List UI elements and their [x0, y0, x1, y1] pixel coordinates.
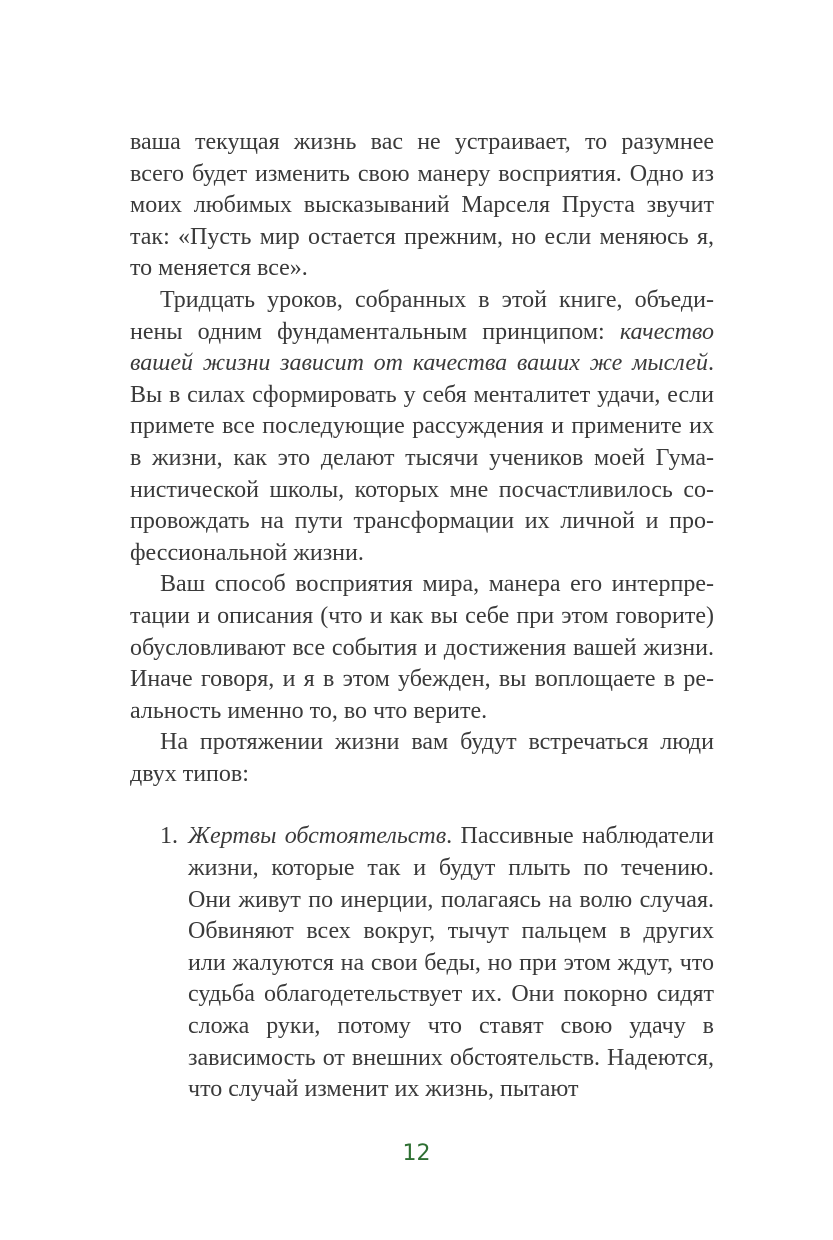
paragraph-2-start: Тридцать уроков, собранных в этой книге, объединены одним фундаментальным принципом:	[130, 286, 714, 345]
main-text	[130, 127, 714, 1106]
list-item-term: Жертвы обстоятельств	[188, 823, 447, 850]
list-item	[130, 821, 714, 1105]
paragraph-1: ваша текущая жизнь вас не устраивает, то разумнее всего будет изменить свою манеру восприятия. Одно из моих любимых высказываний Марселя Пруста звучит так: «Пусть мир остается прежним, но если меняюсь я, то меняется все».	[130, 129, 714, 282]
paragraph-2-end: . Вы в силах сформировать у себя менталитет удачи, если примете все последующие рассуждения и примените их в жизни, как это делают тысячи учеников моей Гуманистической школы, которых мне посчастливилось сопровождать на пути трансформации их личной и профессиональной жизни.	[130, 350, 714, 566]
paragraph-2-emphasis: качество вашей жизни зависит от качества ваших же мыслей	[130, 318, 714, 377]
paragraph-3: Ваш способ восприятия мира, манера его интерпретации и описания (что и как вы себе при этом говорите) обусловливают все события и достижения вашей жизни. Иначе говоря, и я в этом убежден, вы воплощаете в реальность именно то, во что верите.	[130, 571, 714, 724]
page-number: 12	[402, 1141, 431, 1166]
types-list	[130, 821, 714, 1105]
list-item-text: . Пассивные наблюдатели жизни, которые так и будут плыть по течению. Они живут по инерции, полагаясь на волю случая. Обвиняют всех вокруг, тычут пальцем в других или жалуются на свои беды, но при этом ждут, что судьба облагодетельствует их. Они покорно сидят сложа руки, потому что ставят свою удачу в зависимость от внешних обстоятельств. Надеются, что случай изменит их жизнь, пытают	[188, 823, 715, 1103]
list-item-number: 1.	[160, 823, 178, 850]
paragraph-4: На протяжении жизни вам будут встречаться люди двух типов:	[130, 729, 714, 787]
paragraph-2	[130, 285, 714, 569]
